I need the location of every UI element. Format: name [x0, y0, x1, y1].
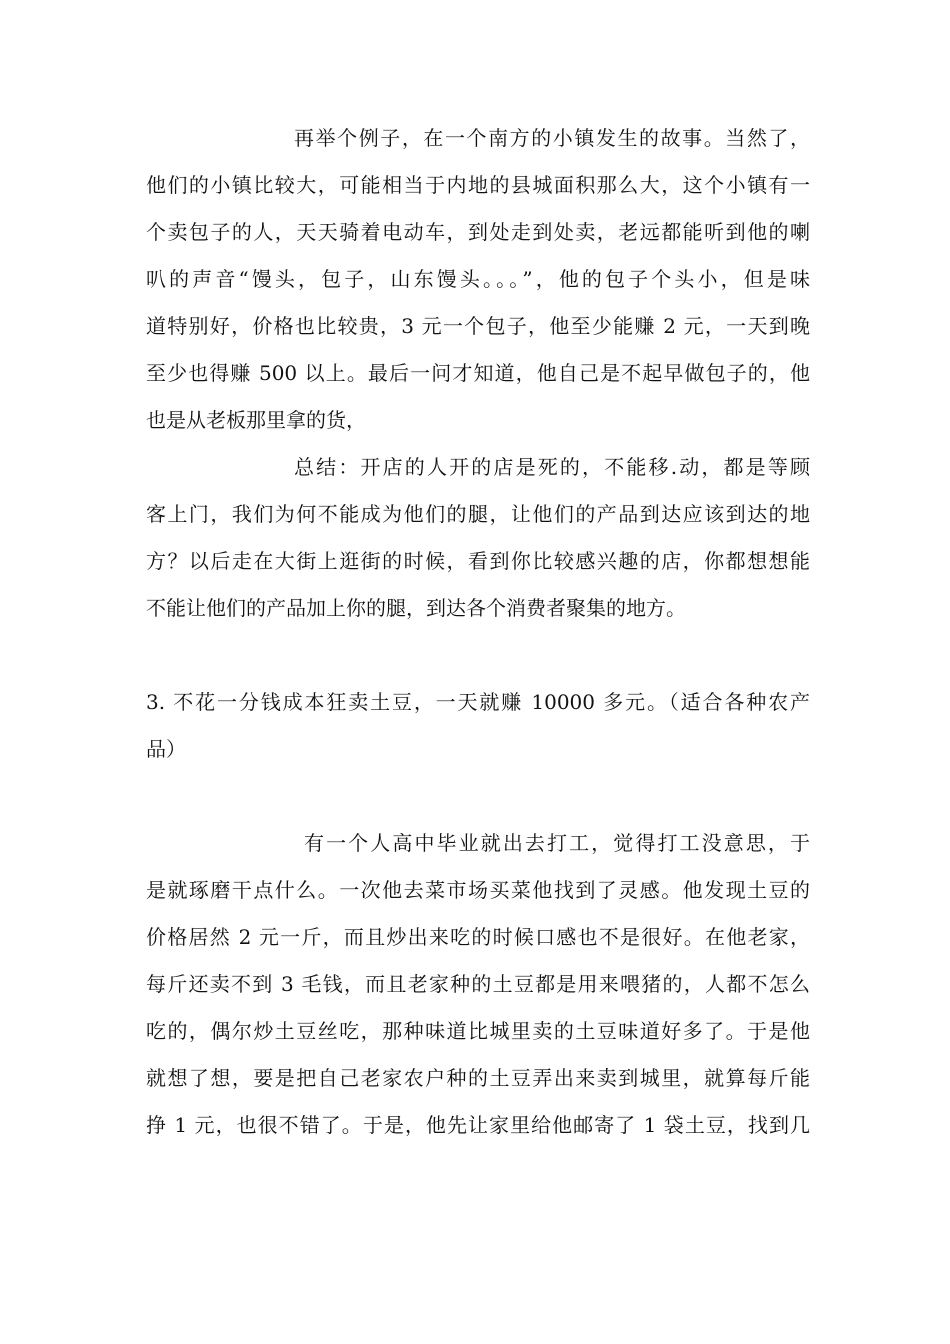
paragraph-3-line-5: 吃的，偶尔炒土豆丝吃，那种味道比城里卖的土豆味道好多了。于是他	[146, 1019, 810, 1043]
paragraph-3-line-2: 是就琢磨干点什么。一次他去菜市场买菜他找到了灵感。他发现土豆的	[146, 878, 810, 902]
paragraph-1-line-6: 至少也得赚 500 以上。最后一问才知道，他自己是不起早做包子的，他	[146, 361, 810, 385]
paragraph-3-line-1: 有一个人高中毕业就出去打工，觉得打工没意思，于	[304, 831, 810, 855]
paragraph-1-line-2: 他们的小镇比较大，可能相当于内地的县城面积那么大，这个小镇有一	[146, 173, 810, 197]
paragraph-1-line-7: 也是从老板那里拿的货，	[146, 408, 366, 432]
paragraph-1-line-5: 道特别好，价格也比较贵，3 元一个包子，他至少能赚 2 元，一天到晚	[146, 314, 810, 338]
paragraph-2-line-2: 客上门，我们为何不能成为他们的腿，让他们的产品到达应该到达的地	[146, 502, 810, 526]
paragraph-1-line-4: 叭的声音“馒头，包子，山东馒头。。。”，他的包子个头小，但是味	[146, 267, 810, 291]
paragraph-1-line-1: 再举个例子，在一个南方的小镇发生的故事。当然了，	[294, 126, 810, 150]
section-3-heading-line-2: 品）	[146, 737, 186, 761]
paragraph-1-line-3: 个卖包子的人，天天骑着电动车，到处走到处卖，老远都能听到他的喇	[146, 220, 810, 244]
section-3-heading-line-1: 3. 不花一分钱成本狂卖土豆，一天就赚 10000 多元。（适合各种农产	[146, 690, 810, 714]
paragraph-2-line-3: 方？以后走在大街上逛街的时候，看到你比较感兴趣的店，你都想想能	[146, 549, 810, 573]
paragraph-3-line-3: 价格居然 2 元一斤，而且炒出来吃的时候口感也不是很好。在他老家，	[146, 925, 810, 949]
paragraph-3-line-6: 就想了想，要是把自己老家农户种的土豆弄出来卖到城里，就算每斤能	[146, 1066, 810, 1090]
paragraph-3-line-4: 每斤还卖不到 3 毛钱，而且老家种的土豆都是用来喂猪的，人都不怎么	[146, 972, 810, 996]
paragraph-2-line-4: 不能让他们的产品加上你的腿，到达各个消费者聚集的地方。	[146, 596, 686, 620]
paragraph-3-line-7: 挣 1 元，也很不错了。于是，他先让家里给他邮寄了 1 袋土豆，找到几	[146, 1113, 810, 1137]
paragraph-2-line-1: 总结：开店的人开的店是死的，不能移.动，都是等顾	[294, 455, 810, 479]
